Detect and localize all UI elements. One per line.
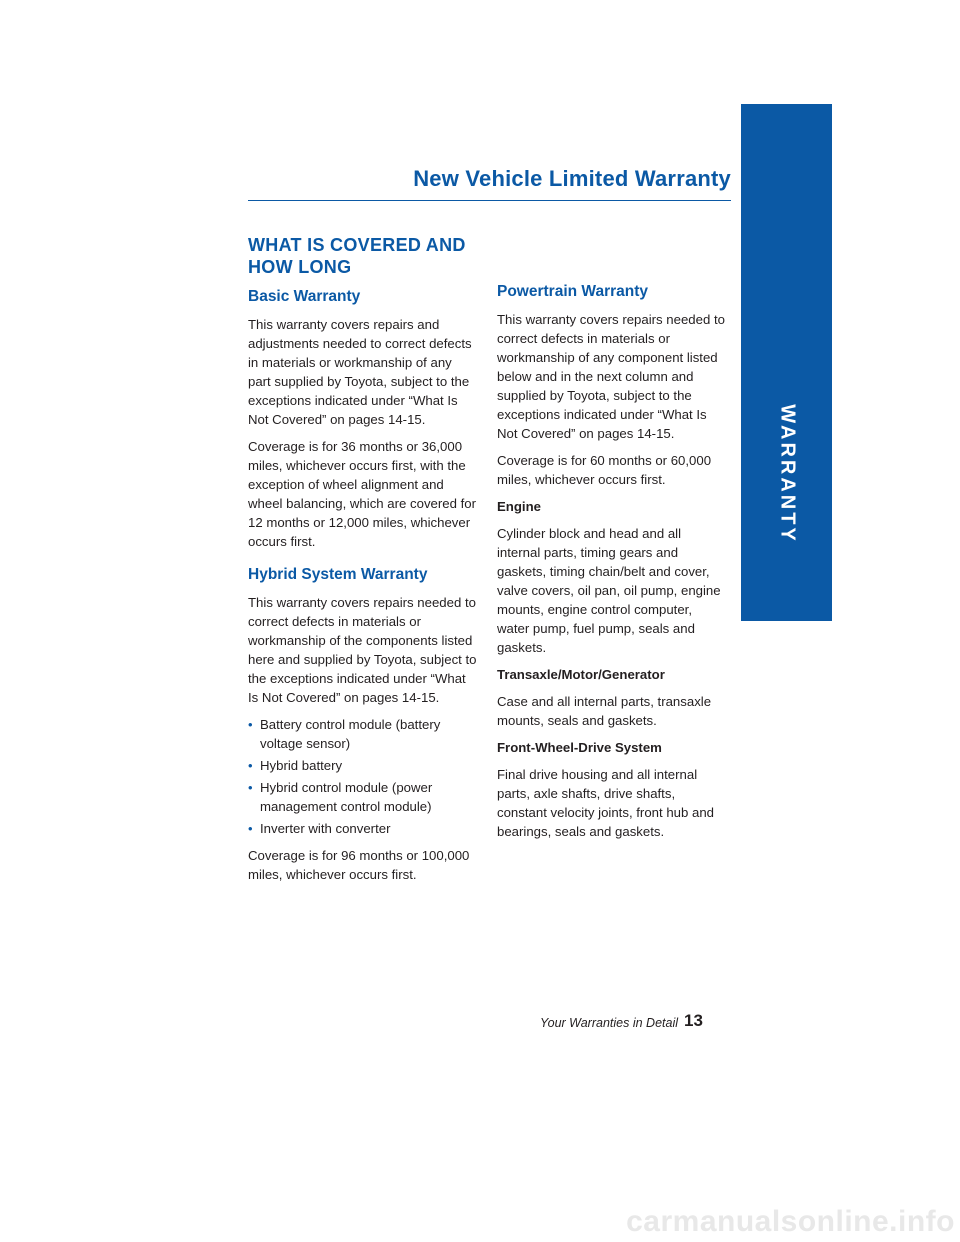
side-tab [741,104,832,621]
basic-warranty-text: This warranty covers repairs and adjustments needed to correct defects in materials or workmanship of any part supplied by Toyota, subject to the exceptions indicated under “What Is Not Covered” on pages 14-15. [248,317,472,427]
powertrain-warranty-heading: Powertrain Warranty [497,283,649,300]
watermark: carmanualsonline.info [626,1205,955,1238]
bullet-icon: • [248,821,253,836]
list-item [248,715,478,753]
list-item-text: Hybrid battery [260,758,343,773]
list-item-text: Inverter with converter [260,821,391,836]
fwd-text: Final drive housing and all internal parts, axle shafts, drive shafts, constant velocity joints, front hub and bearings, seals and gaskets. [497,767,714,839]
list-item [248,819,478,838]
engine-label: Engine [497,499,541,514]
page-title: New Vehicle Limited Warranty [413,166,731,191]
page-number: 13 [684,1011,703,1030]
fwd-label: Front-Wheel-Drive System [497,740,662,755]
section-heading-line2: HOW LONG [248,257,352,277]
transaxle-text: Case and all internal parts, transaxle mounts, seals and gaskets. [497,694,712,728]
section-heading [248,234,478,278]
hybrid-warranty-coverage: Coverage is for 96 months or 100,000 miles, whichever occurs first. [248,848,470,882]
transaxle-label: Transaxle/Motor/Generator [497,667,665,682]
bullet-icon: • [248,758,253,773]
section-heading-line1: WHAT IS COVERED AND [248,235,466,255]
list-item [248,756,478,775]
right-column [497,282,727,849]
title-divider [248,200,731,201]
bullet-icon: • [248,780,253,795]
footer-section-title: Your Warranties in Detail [539,1016,678,1030]
side-tab-label: WARRANTY [776,404,798,544]
engine-text: Cylinder block and head and all internal parts, timing gears and gaskets, timing chain/belt and cover, valve covers, oil pan, oil pump, engine mounts, engine control computer, water pump, fuel pump, seals and gaskets. [497,526,721,655]
hybrid-warranty-text: This warranty covers repairs needed to correct defects in materials or workmanship of the components listed here and supplied by Toyota, subject to the exceptions indicated under “What Is Not Covered” on pages 14-15. [248,595,477,705]
list-item-text: Hybrid control module (power management control module) [260,780,433,814]
left-column [248,234,478,892]
basic-warranty-coverage: Coverage is for 36 months or 36,000 miles, whichever occurs first, with the exception of wheel alignment and wheel balancing, which are covered for 12 months or 12,000 miles, whichever occurs first. [248,439,476,549]
list-item-text: Battery control module (battery voltage sensor) [260,717,441,751]
list-item [248,778,478,816]
powertrain-warranty-coverage: Coverage is for 60 months or 60,000 miles, whichever occurs first. [497,453,712,487]
bullet-icon: • [248,717,253,732]
hybrid-components-list [248,715,478,838]
powertrain-warranty-text: This warranty covers repairs needed to correct defects in materials or workmanship of any component listed below and in the next column and supplied by Toyota, subject to the exceptions indicated under “What Is Not Covered” on pages 14-15. [497,312,725,441]
hybrid-warranty-heading: Hybrid System Warranty [248,566,428,583]
basic-warranty-heading: Basic Warranty [248,288,361,305]
